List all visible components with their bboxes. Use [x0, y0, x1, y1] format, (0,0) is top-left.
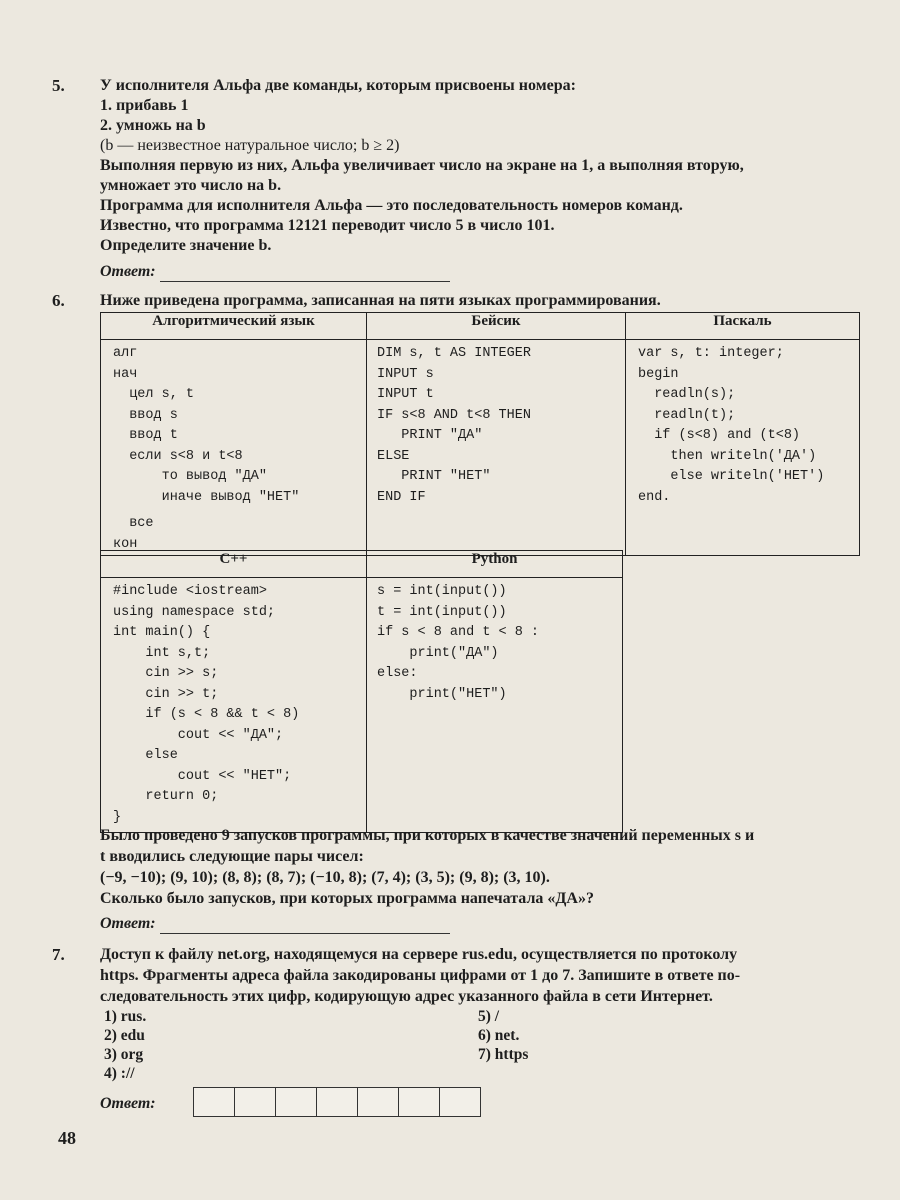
cpp-line-2: using namespace std; — [113, 604, 276, 620]
q7-line-2: https. Фрагменты адреса файла закодированы цифрами от 1 до 7. Запишите в ответе по- — [100, 967, 741, 984]
q7-option-2: 2) edu — [104, 1027, 145, 1044]
answer-cell[interactable] — [439, 1087, 481, 1117]
answer-cell[interactable] — [275, 1087, 317, 1117]
cpp-line-11: return 0; — [113, 789, 219, 804]
page-number: 48 — [58, 1128, 76, 1148]
basic-line-6: ELSE — [377, 448, 410, 464]
q6-after-3: (−9, −10); (9, 10); (8, 8); (8, 7); (−10, 8); (7, 4); (3, 5); (9, 8); (3, 10). — [100, 869, 550, 886]
basic-line-4: IF s<8 AND t<8 THEN — [377, 407, 531, 423]
alg-line-5: ввод t — [113, 428, 178, 443]
python-line-3: if s < 8 and t < 8 : — [377, 625, 540, 640]
answer-cell[interactable] — [234, 1087, 276, 1117]
pascal-line-8: end. — [638, 489, 671, 505]
pascal-line-6: then writeln('ДА') — [638, 448, 817, 464]
pascal-line-5: if (s<8) and (t<8) — [638, 428, 801, 443]
basic-line-5: PRINT "ДА" — [377, 428, 483, 443]
python-code-cell — [367, 578, 623, 833]
header-basic: Бейсик — [367, 313, 626, 340]
cpp-line-6: cin >> t; — [113, 686, 219, 702]
basic-line-1: DIM s, t AS INTEGER — [377, 346, 531, 361]
cpp-line-4: int s,t; — [113, 645, 211, 661]
q5-line-9: Определите значение b. — [100, 237, 272, 254]
code-table-top — [100, 312, 860, 556]
pascal-line-1: var s, t: integer; — [638, 346, 784, 361]
q6-number: 6. — [52, 291, 65, 310]
q7-answer-cells — [194, 1087, 481, 1117]
q5-line-7: Программа для исполнителя Альфа — это последовательность номеров команд. — [100, 197, 683, 214]
alg-line-6: если s<8 и t<8 — [113, 448, 243, 464]
alg-line-1: алг — [113, 346, 138, 361]
cpp-line-8: cout << "ДА"; — [113, 727, 284, 743]
q7-option-1: 1) rus. — [104, 1008, 147, 1025]
cpp-line-10: cout << "НЕТ"; — [113, 768, 292, 784]
q5-line-1: У исполнителя Альфа две команды, которым присвоены номера: — [100, 77, 576, 94]
header-python: Python — [367, 551, 623, 578]
alg-line-7: то вывод "ДА" — [113, 469, 267, 484]
python-line-6: print("НЕТ") — [377, 686, 507, 702]
q6-answer-line[interactable] — [160, 917, 450, 934]
q5-number: 5. — [52, 76, 65, 95]
q7-option-3: 3) org — [104, 1046, 144, 1063]
python-line-1: s = int(input()) — [377, 584, 507, 599]
basic-line-2: INPUT s — [377, 366, 434, 382]
alg-line-2: нач — [113, 366, 138, 382]
q5-answer — [100, 262, 450, 282]
q7-option-7: 7) https — [478, 1046, 529, 1063]
cpp-line-1: #include <iostream> — [113, 584, 267, 599]
header-alg: Алгоритмический язык — [101, 313, 367, 340]
q6-after-2: t вводились следующие пары чисел: — [100, 848, 364, 865]
q7-option-4: 4) :// — [104, 1065, 135, 1082]
python-line-2: t = int(input()) — [377, 604, 507, 620]
q5-line-6: умножает это число на b. — [100, 177, 282, 194]
cpp-code-cell — [101, 578, 367, 833]
cpp-line-5: cin >> s; — [113, 666, 219, 681]
alg-code-cell — [101, 340, 367, 556]
q5-line-3: 2. умножь на b — [100, 117, 206, 134]
pascal-line-3: readln(s); — [638, 387, 736, 402]
q5-line-8: Известно, что программа 12121 переводит число 5 в число 101. — [100, 217, 555, 234]
q5-answer-label: Ответ: — [100, 263, 156, 280]
answer-cell[interactable] — [357, 1087, 399, 1117]
code-table-bottom — [100, 550, 623, 833]
basic-code-cell — [367, 340, 626, 556]
cpp-line-3: int main() { — [113, 625, 211, 640]
answer-cell[interactable] — [316, 1087, 358, 1117]
header-pascal: Паскаль — [626, 313, 860, 340]
alg-line-4: ввод s — [113, 407, 178, 423]
q6-after-1: Было проведено 9 запусков программы, при которых в качестве значений переменных s и — [100, 827, 755, 844]
alg-line-8: иначе вывод "НЕТ" — [113, 489, 300, 505]
pascal-code-cell — [626, 340, 860, 556]
q5-answer-line[interactable] — [160, 265, 450, 282]
pascal-line-2: begin — [638, 366, 679, 382]
answer-cell[interactable] — [193, 1087, 235, 1117]
alg-line-9: все — [113, 516, 154, 531]
alg-line-10: кон — [113, 536, 138, 552]
q5-line-2: 1. прибавь 1 — [100, 97, 189, 114]
q5-line-4: (b — неизвестное натуральное число; b ≥ 2) — [100, 137, 400, 154]
q7-line-1: Доступ к файлу net.org, находящемуся на сервере rus.edu, осуществляется по протоколу — [100, 946, 738, 963]
pascal-line-7: else writeln('НЕТ') — [638, 469, 825, 484]
basic-line-3: INPUT t — [377, 387, 434, 402]
q6-after-4: Сколько было запусков, при которых программа напечатала «ДА»? — [100, 890, 594, 907]
basic-line-8: END IF — [377, 489, 426, 505]
q6-answer — [100, 914, 450, 934]
cpp-line-7: if (s < 8 && t < 8) — [113, 707, 300, 722]
q7-number: 7. — [52, 945, 65, 964]
cpp-line-12: } — [113, 809, 122, 825]
alg-line-3: цел s, t — [113, 387, 195, 402]
q7-line-3: следовательность этих цифр, кодирующую адрес указанного файла в сети Интернет. — [100, 988, 713, 1005]
pascal-line-4: readln(t); — [638, 407, 736, 423]
q7-option-5: 5) / — [478, 1008, 500, 1025]
q6-intro: Ниже приведена программа, записанная на пяти языках программирования. — [100, 292, 661, 309]
header-cpp: С++ — [101, 551, 367, 578]
answer-cell[interactable] — [398, 1087, 440, 1117]
python-line-4: print("ДА") — [377, 645, 499, 661]
q7-answer-label: Ответ: — [100, 1095, 156, 1112]
basic-line-7: PRINT "НЕТ" — [377, 469, 491, 484]
q6-answer-label: Ответ: — [100, 915, 156, 932]
q7-option-6: 6) net. — [478, 1027, 520, 1044]
python-line-5: else: — [377, 666, 418, 681]
q5-line-5: Выполняя первую из них, Альфа увеличивает число на экране на 1, а выполняя вторую, — [100, 157, 744, 174]
cpp-line-9: else — [113, 748, 178, 763]
